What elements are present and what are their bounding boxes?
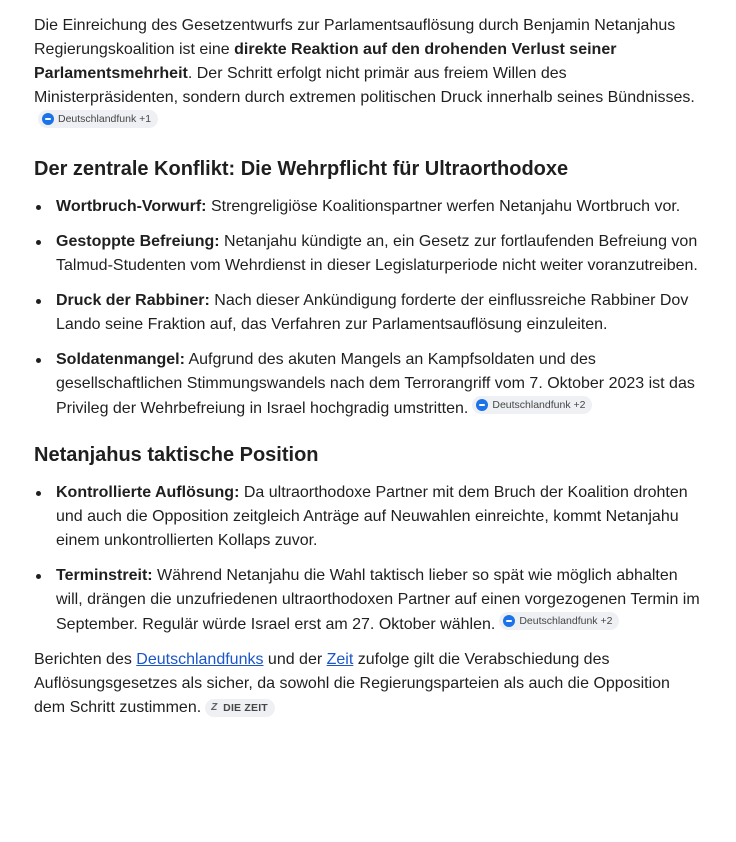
deutschlandfunk-source-icon xyxy=(476,399,488,411)
list-item-text: Da ultraorthodoxe Partner mit dem Bruch der Koalition drohten und auch die Opposition zeitgleich Anträge auf Neuwahlen einreichte, kommt Netanjahu einem unkontrollierten Kollaps zuvor. xyxy=(56,484,688,549)
conflict-list xyxy=(34,195,702,421)
source-chip-intro[interactable] xyxy=(38,110,158,128)
list-item xyxy=(34,564,702,637)
bullet-icon xyxy=(36,240,41,245)
deutschlandfunk-source-icon xyxy=(503,615,515,627)
list-item-title: Gestoppte Befreiung: xyxy=(56,233,220,250)
list-item-title: Kontrollierte Auflösung: xyxy=(56,484,240,501)
list-item xyxy=(34,195,702,219)
source-chip-soldatenmangel[interactable] xyxy=(472,396,592,414)
source-chip-label: Deutschlandfunk +2 xyxy=(492,399,586,411)
list-item-title: Soldatenmangel: xyxy=(56,351,185,368)
source-chip-terminstreit[interactable] xyxy=(499,612,619,630)
list-item-text: Netanjahu kündigte an, ein Gesetz zur fortlaufenden Befreiung von Talmud-Studenten vom Wehrdienst in dieser Legislaturperiode nicht weiter voranzutreiben. xyxy=(56,233,698,274)
source-chip-label: Deutschlandfunk +1 xyxy=(58,113,152,125)
final-paragraph xyxy=(34,648,702,720)
final-text: und der xyxy=(263,651,327,668)
list-item xyxy=(34,481,702,553)
bullet-icon xyxy=(36,205,41,210)
list-item-text: Aufgrund des akuten Mangels an Kampfsoldaten und des gesellschaftlichen Stimmungswandels nach dem Terrorangriff vom 7. Oktober 2023 ist das Privileg der Wehrbefreiung in Israel hochgradig umstritten. xyxy=(56,351,695,417)
intro-text-end: . Der Schritt erfolgt nicht primär aus freiem Willen des Ministerpräsidenten, sondern durch extremen politischen Druck innerhalb seines Bündnisses. xyxy=(34,65,695,106)
deutschlandfunk-link[interactable]: Deutschlandfunks xyxy=(136,651,264,668)
intro-bold-text: direkte Reaktion auf den drohenden Verlust seiner Parlamentsmehrheit xyxy=(34,41,617,82)
list-item-text: Nach dieser Ankündigung forderte der einflussreiche Rabbiner Dov Lando seine Fraktion auf, das Verfahren zur Parlamentsauflösung einzuleiten. xyxy=(56,292,689,333)
bullet-icon xyxy=(36,299,41,304)
source-chip-label: Deutschlandfunk +2 xyxy=(519,615,613,627)
intro-text: Die Einreichung des Gesetzentwurfs zur Parlamentsauflösung durch Benjamin Netanjahus Regierungskoalition ist eine xyxy=(34,17,676,58)
list-item-text: Strengreligiöse Koalitionspartner werfen Netanjahu Wortbruch vor. xyxy=(206,198,681,215)
list-item xyxy=(34,348,702,421)
position-list xyxy=(34,481,702,637)
bullet-icon xyxy=(36,491,41,496)
list-item-title: Wortbruch-Vorwurf: xyxy=(56,198,207,215)
zeit-source-icon: Z xyxy=(211,702,218,713)
list-item-title: Terminstreit: xyxy=(56,567,153,584)
intro-paragraph xyxy=(34,14,702,135)
section-heading-conflict: Der zentrale Konflikt: Die Wehrpflicht für Ultraorthodoxe xyxy=(34,158,569,180)
list-item xyxy=(34,230,702,278)
zeit-link[interactable]: Zeit xyxy=(326,651,354,668)
deutschlandfunk-source-icon xyxy=(42,113,54,125)
list-item-text: Während Netanjahu die Wahl taktisch lieber so spät wie möglich abhalten will, drängen die unzufriedenen ultraorthodoxen Partner auf einen vorgezogenen Termin im September. Regulär würde Israel erst am 27. Oktober wählen. xyxy=(56,567,700,633)
source-chip-label: DIE ZEIT xyxy=(223,702,268,714)
final-text: Berichten des xyxy=(34,651,137,668)
section-heading-position: Netanjahus taktische Position xyxy=(34,444,319,466)
bullet-icon xyxy=(36,358,41,363)
bullet-icon xyxy=(36,574,41,579)
list-item-title: Druck der Rabbiner: xyxy=(56,292,210,309)
final-text: zufolge gilt die Verabschiedung des Auflösungsgesetzes als sicher, da sowohl die Regierungsparteien als auch die Opposition dem Schritt zustimmen. xyxy=(34,651,670,716)
list-item xyxy=(34,289,702,337)
source-chip-zeit[interactable] xyxy=(205,699,275,717)
